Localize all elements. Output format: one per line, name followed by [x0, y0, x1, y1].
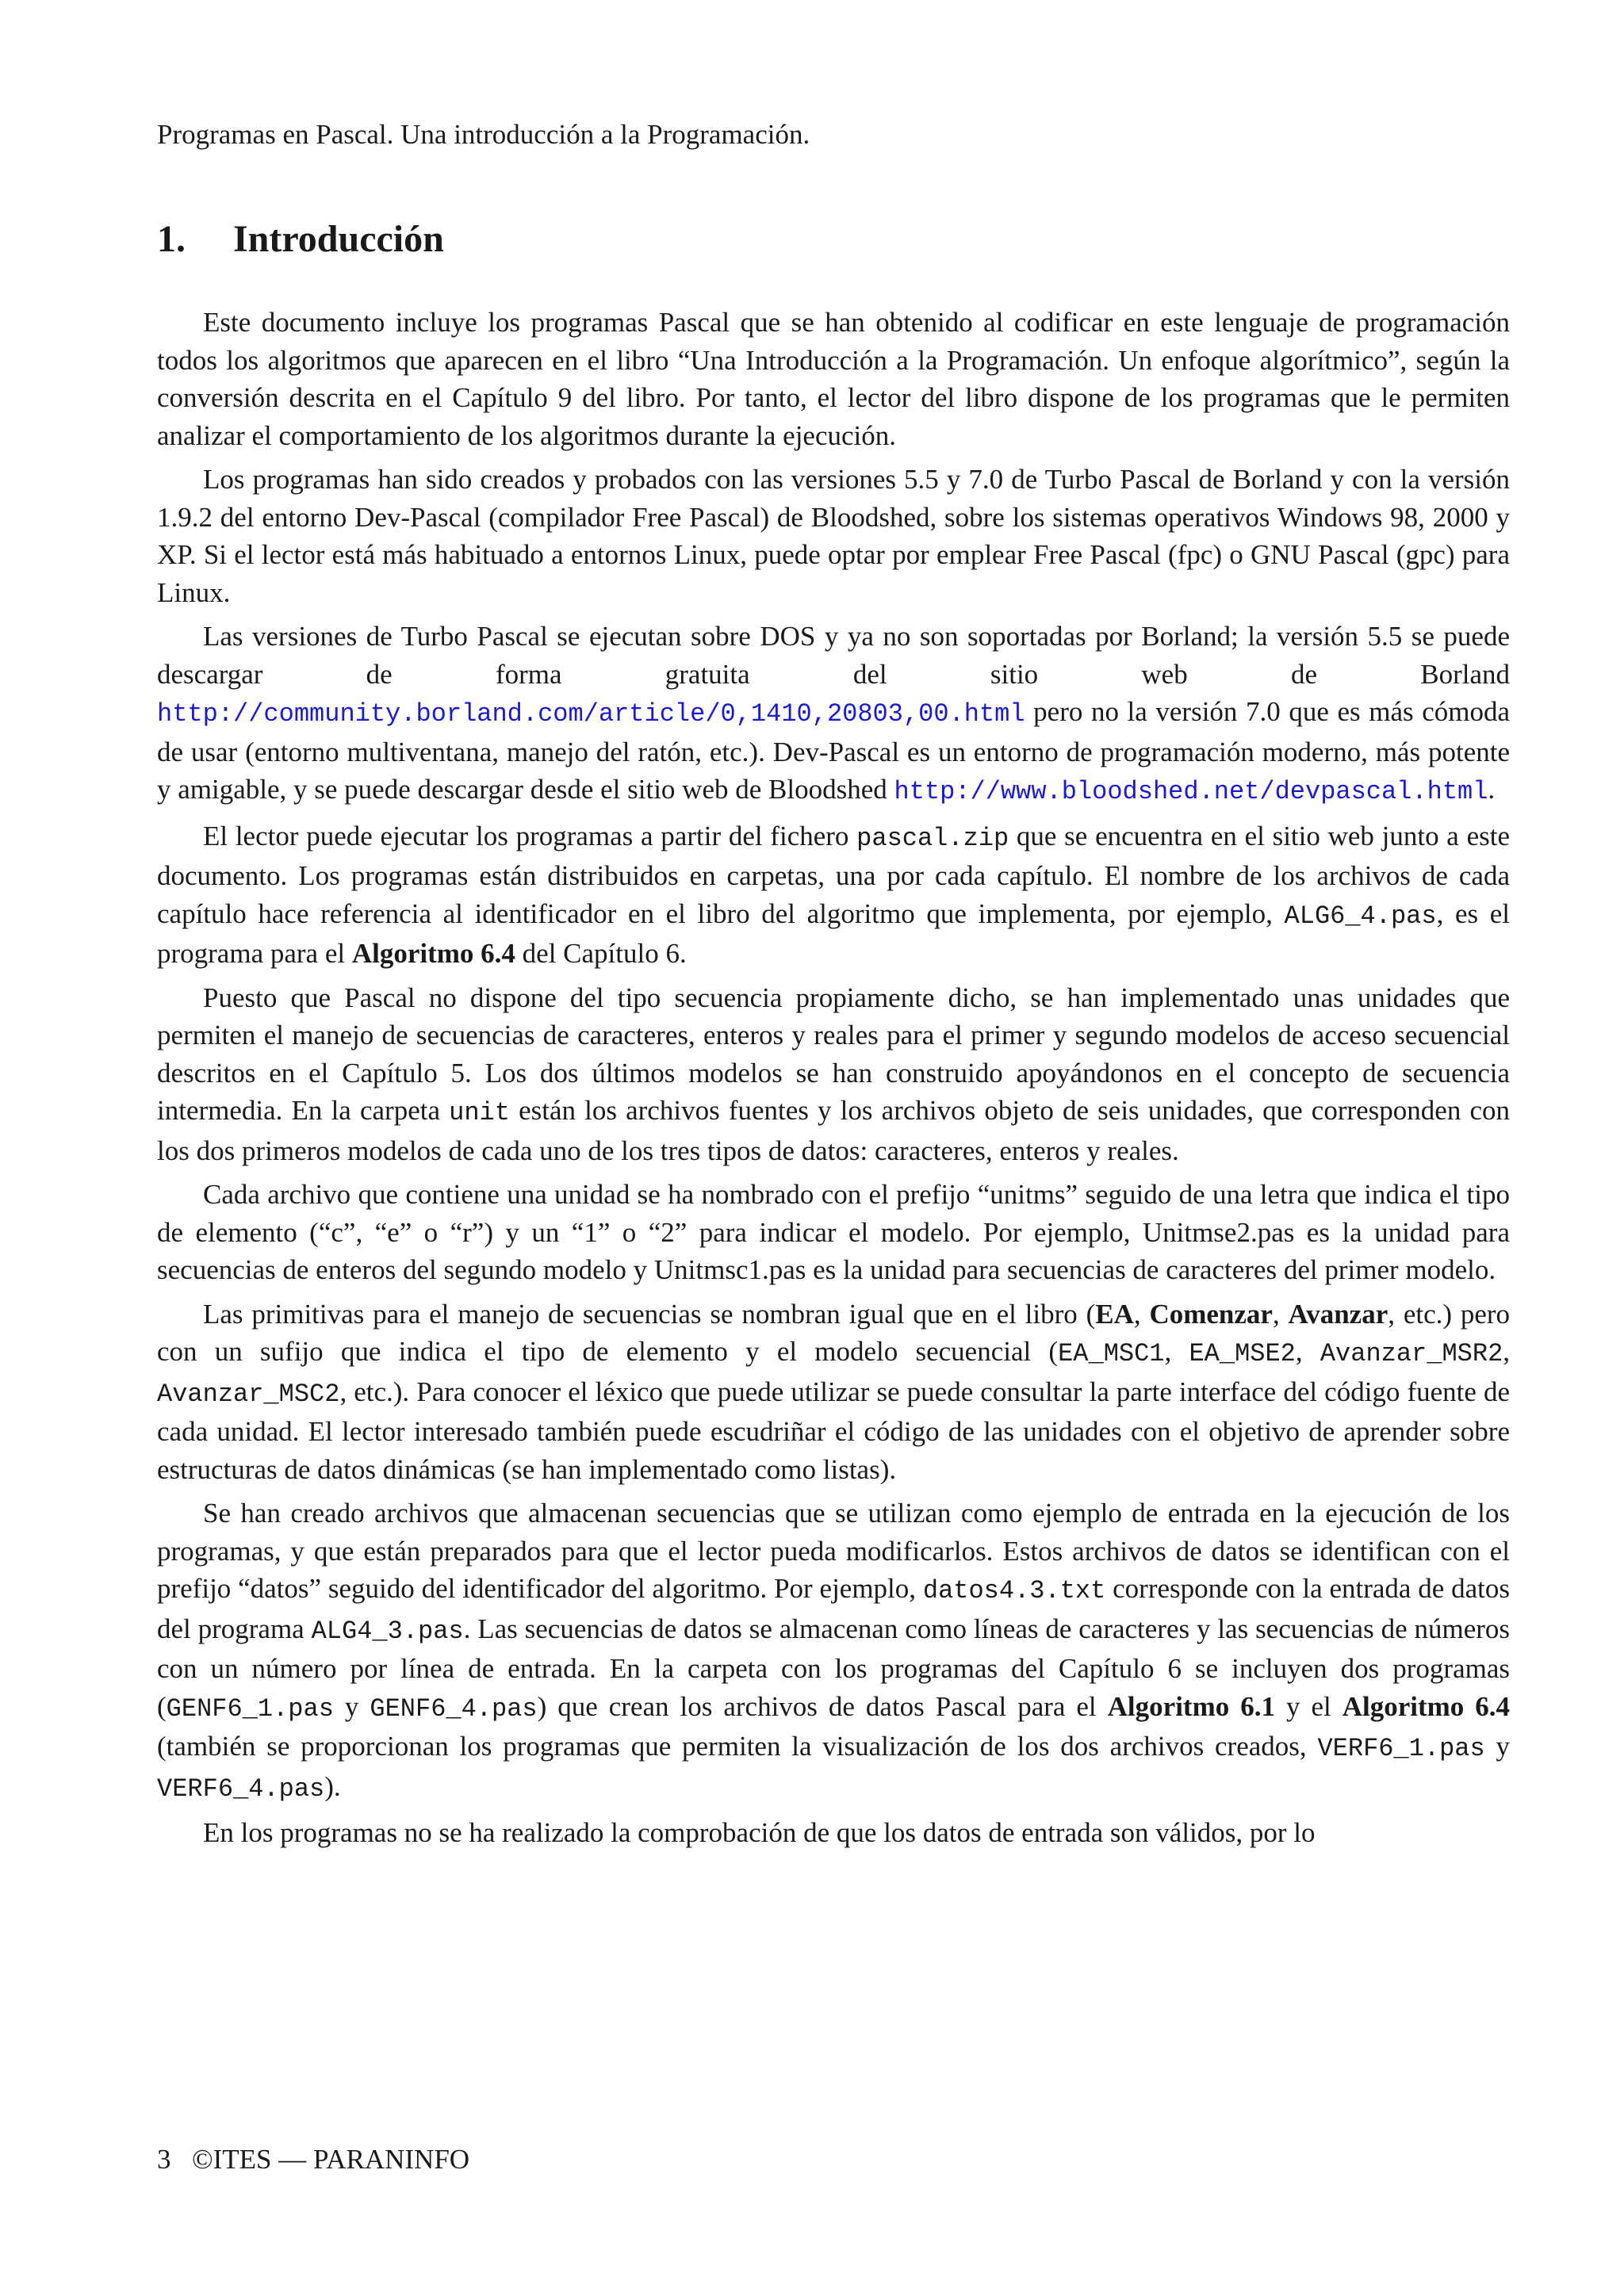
text-run: y: [1484, 1731, 1511, 1762]
running-header: Programas en Pascal. Una introducción a la Programación.: [157, 119, 810, 150]
bold-term: Algoritmo 6.1: [1107, 1690, 1275, 1722]
text-run: Puesto que Pascal no dispone del tipo secuencia propiamente dicho, se han implementado unas unidades que permiten el manejo de secuencias de caracteres, enteros y reales para el primer y segundo modelos de acceso secuencial descritos en el Capítulo 5. Los dos últimos modelos se han construido apoyándonos en el concepto de secuencia intermedia. En la carpeta: [157, 982, 1510, 1126]
bold-term: Avanzar: [1288, 1298, 1388, 1330]
text-run: ,: [1133, 1298, 1150, 1330]
paragraph-5: [157, 979, 1510, 1170]
borland-link[interactable]: http://community.borland.com/article/0,1410,20803,00.html: [157, 699, 1025, 729]
text-run: Las versiones de Turbo Pascal se ejecutan sobre DOS y ya no son soportadas por Borland; la versión 5.5 se puede descargar de forma gratuita del sitio web de Borland: [157, 621, 1510, 690]
publisher-credit: ©ITES — PARANINFO: [192, 2144, 470, 2175]
section-heading: [157, 216, 444, 263]
paragraph-7: [157, 1295, 1510, 1489]
code-filename: ALG4_3.pas: [311, 1616, 464, 1646]
page-footer: [157, 2141, 469, 2179]
page-number: 3: [157, 2144, 171, 2175]
text-run: , etc.). Para conocer el léxico que puede utilizar se puede consultar la parte interface del código fuente de cada unidad. El lector interesado también puede escudriñar el código de las unidades con el objetivo de aprender sobre estructuras de datos dinámicas (se han implementado como listas).: [157, 1376, 1510, 1485]
bold-term: EA: [1095, 1298, 1134, 1330]
code-filename: ALG6_4.pas: [1284, 901, 1437, 931]
text-run: .: [1488, 774, 1496, 805]
bold-term: Algoritmo 6.4: [351, 938, 515, 969]
code-filename: pascal.zip: [856, 823, 1009, 853]
code-identifier: EA_MSC1: [1058, 1339, 1165, 1368]
text-run: corresponde con la entrada de datos del programa: [157, 1573, 1510, 1644]
text-run: , etc.) pero con un sufijo que indica el tipo de elemento y el modelo secuencial (: [157, 1298, 1511, 1367]
text-run: ,: [1272, 1298, 1289, 1330]
text-run: ,: [1503, 1336, 1511, 1367]
code-identifier: EA_MSE2: [1189, 1339, 1296, 1368]
code-filename: VERF6_4.pas: [157, 1774, 325, 1804]
text-run: están los archivos fuentes y los archivos objeto de seis unidades, que corresponden con los dos primeros modelos de cada uno de los tres tipos de datos: caracteres, enteros y reales.: [157, 1095, 1510, 1166]
paragraph-2: Los programas han sido creados y probados con las versiones 5.5 y 7.0 de Turbo Pascal de Borland y con la versión 1.9.2 del entorno Dev-Pascal (compilador Free Pascal) de Bloodshed, sobre los sistemas operativos Windows 98, 2000 y XP. Si el lector está más habituado a entornos Linux, puede optar por emplear Free Pascal (fpc) o GNU Pascal (gpc) para Linux.: [157, 464, 1510, 608]
code-identifier: Avanzar_MSR2: [1320, 1339, 1503, 1368]
paragraph-1: Este documento incluye los programas Pascal que se han obtenido al codificar en este lenguaje de programación todos los algoritmos que aparecen en el libro “Una Introducción a la Programación. Un enfoque algorítmico”, según la conversión descrita en el Capítulo 9 del libro. Por tanto, el lector del libro dispone de los programas que le permiten analizar el comportamiento de los algoritmos durante la ejecución.: [157, 307, 1510, 451]
text-run: que se encuentra en el sitio web junto a este documento. Los programas están distribuidos en carpetas, una por cada capítulo. El nombre de los archivos de cada capítulo hace referencia al identificador en el libro del algoritmo que implementa, por ejemplo,: [157, 820, 1510, 929]
text-run: y el: [1274, 1690, 1342, 1722]
paragraph-9: En los programas no se ha realizado la comprobación de que los datos de entrada son válidos, por lo: [203, 1817, 1316, 1848]
text-run: Se han creado archivos que almacenan secuencias que se utilizan como ejemplo de entrada en la ejecución de los programas, y que están preparados para que el lector pueda modificarlos. Estos archivos de datos se identifican con el prefijo “datos” seguido del identificador del algoritmo. Por ejemplo,: [157, 1498, 1510, 1604]
text-run: . Las secuencias de datos se almacenan como líneas de caracteres y las secuencias de números con un número por línea de entrada. En la carpeta con los programas del Capítulo 6 se incluyen dos programas (: [157, 1613, 1510, 1722]
paragraph-8: [157, 1494, 1510, 1808]
text-run: del Capítulo 6.: [515, 938, 687, 969]
text-run: El lector puede ejecutar los programas a partir del fichero: [203, 820, 857, 851]
text-run: y: [333, 1690, 370, 1722]
code-filename: GENF6_4.pas: [370, 1693, 538, 1724]
code-folder: unit: [449, 1098, 510, 1127]
code-filename: GENF6_1.pas: [166, 1693, 334, 1724]
bloodshed-link[interactable]: http://www.bloodshed.net/devpascal.html: [894, 777, 1488, 806]
paragraph-4: [157, 817, 1510, 973]
text-run: (también se proporcionan los programas que permiten la visualización de los dos archivos creados,: [157, 1731, 1318, 1762]
text-run: ).: [324, 1770, 341, 1802]
section-number: 1.: [157, 218, 186, 260]
text-run: , es el programa para el: [157, 897, 1510, 969]
text-run: ,: [1164, 1336, 1189, 1367]
code-identifier: Avanzar_MSC2: [157, 1379, 340, 1409]
text-run: pero no la versión 7.0 que es más cómoda de usar (entorno multiventana, manejo del ratón, etc.). Dev-Pascal es un entorno de programación moderno, más potente y amigable, y se puede descargar desde el sitio web de Bloodshed: [157, 696, 1510, 805]
paragraph-3: [157, 618, 1510, 811]
bold-term: Comenzar: [1149, 1298, 1273, 1330]
bold-term: Algoritmo 6.4: [1342, 1690, 1510, 1722]
body-text: [157, 304, 1510, 1858]
section-title: Introducción: [233, 218, 444, 260]
code-filename: datos4.3.txt: [922, 1576, 1106, 1605]
text-run: ,: [1295, 1336, 1320, 1367]
text-run: ) que crean los archivos de datos Pascal para el: [537, 1690, 1108, 1722]
paragraph-6: Cada archivo que contiene una unidad se ha nombrado con el prefijo “unitms” seguido de una letra que indica el tipo de elemento (“c”, “e” o “r”) y un “1” o “2” para indicar el modelo. Por ejemplo, Unitmse2.pas es la unidad para secuencias de enteros del segundo modelo y Unitmsc1.pas es la unidad para secuencias de caracteres del primer modelo.: [157, 1179, 1510, 1285]
text-run: Las primitivas para el manejo de secuencias se nombran igual que en el libro (: [203, 1298, 1096, 1330]
code-filename: VERF6_1.pas: [1317, 1734, 1485, 1763]
